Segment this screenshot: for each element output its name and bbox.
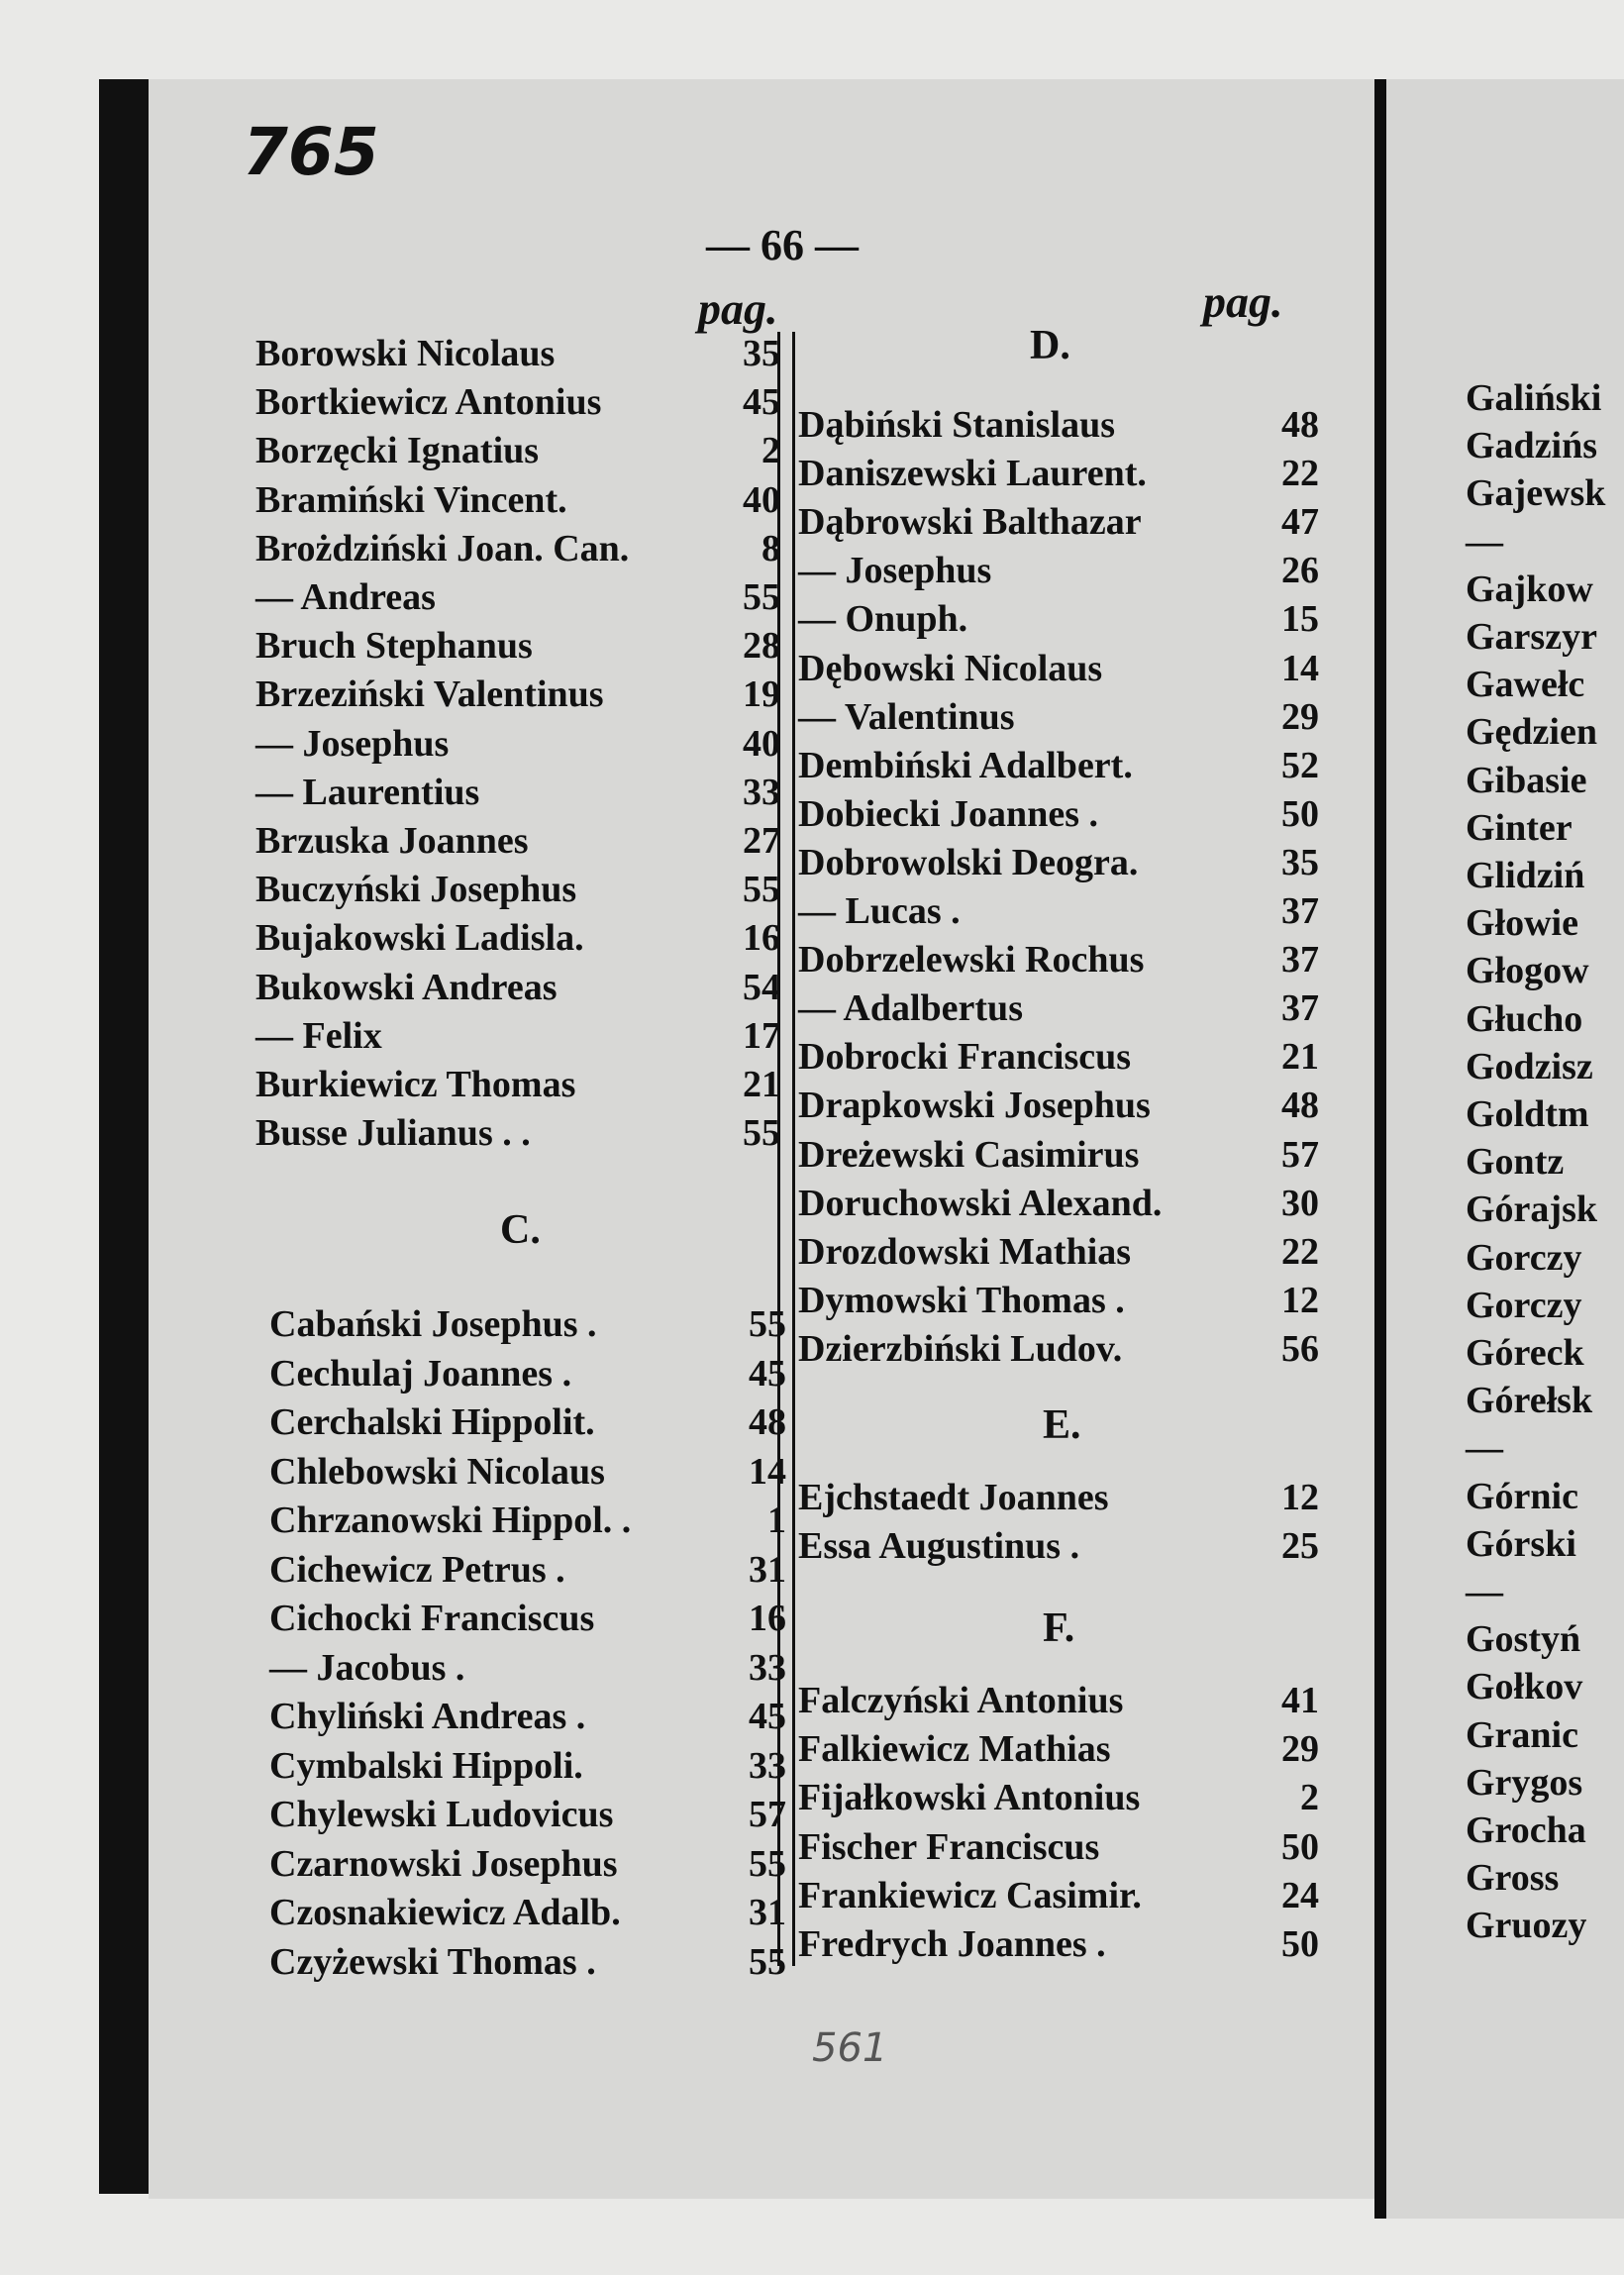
entry-name: Grocha <box>1466 1810 1586 1851</box>
entry-name: Ginter <box>1466 806 1573 849</box>
index-entry <box>798 1522 1319 1571</box>
entry-name: Górajsk <box>1466 1189 1597 1231</box>
entry-page: 56 <box>1281 1327 1319 1370</box>
index-entry <box>798 1033 1319 1082</box>
entry-name: Gorczy <box>1466 1284 1582 1326</box>
entry-name: Czosnakiewicz Adalb. <box>269 1892 621 1933</box>
entry-name: — Josephus <box>255 722 450 765</box>
entry-name: Dobrowolski Deogra. <box>798 841 1139 883</box>
partial-entry <box>1466 899 1624 948</box>
index-entry <box>255 427 780 475</box>
entry-name: Głowie <box>1466 902 1578 945</box>
entry-name: Chyliński Andreas . <box>269 1696 586 1737</box>
entry-name: Chlebowski Nicolaus <box>269 1450 605 1493</box>
index-entry <box>269 1889 786 1937</box>
entry-name: Gibasie <box>1466 759 1587 801</box>
index-entry <box>798 498 1319 547</box>
index-entry <box>269 1742 786 1791</box>
entry-name: Cerchalski Hippolit. <box>269 1401 595 1443</box>
entry-name: Cymbalski Hippoli. <box>269 1744 583 1787</box>
section-heading-c: C. <box>500 1207 541 1253</box>
entry-name: Bujakowski Ladisla. <box>255 917 584 960</box>
partial-entry <box>1466 1759 1624 1808</box>
entry-page: 33 <box>743 771 780 813</box>
entry-page: 22 <box>1281 453 1319 495</box>
partial-entry <box>1466 661 1624 709</box>
entry-page: 40 <box>743 478 780 521</box>
entry-name: Grygos <box>1466 1761 1583 1804</box>
entry-name: Gołkov <box>1466 1666 1583 1708</box>
section-heading-f: F. <box>1043 1605 1075 1651</box>
entry-name: Bramiński Vincent. <box>255 478 567 521</box>
entry-page: 31 <box>749 1548 786 1591</box>
partial-entry <box>1466 374 1624 423</box>
index-entry <box>255 720 780 769</box>
entry-name: Głucho <box>1466 997 1583 1040</box>
index-entry <box>798 401 1319 450</box>
entry-name: Gajewsk <box>1466 472 1606 515</box>
entry-page: 2 <box>761 430 780 472</box>
entry-page: 14 <box>1281 647 1319 689</box>
entry-page: 37 <box>1281 939 1319 982</box>
partial-entry <box>1466 613 1624 662</box>
entry-page: 55 <box>749 1303 786 1345</box>
entry-page: 12 <box>1281 1279 1319 1321</box>
entry-page: 35 <box>743 333 780 374</box>
entry-name: Dzierzbiński Ludov. <box>798 1327 1123 1370</box>
partial-entry <box>1466 708 1624 757</box>
entry-name: Dymowski Thomas . <box>798 1279 1125 1321</box>
entry-page: 2 <box>1300 1777 1319 1819</box>
index-entry <box>255 525 780 573</box>
index-entry <box>269 1398 786 1447</box>
partial-entry <box>1466 1568 1624 1616</box>
entry-name: Bortkiewicz Antonius <box>255 381 602 424</box>
index-entry <box>798 1725 1319 1774</box>
partial-entry <box>1466 469 1624 518</box>
partial-entry <box>1466 1902 1624 1950</box>
index-entry <box>798 839 1319 887</box>
entry-page: 55 <box>749 1940 786 1983</box>
index-entry <box>269 1595 786 1643</box>
entry-name: Borowski Nicolaus <box>255 333 556 374</box>
entry-page: 19 <box>743 673 780 716</box>
entry-name: Dreżewski Casimirus <box>798 1133 1140 1176</box>
partial-entry <box>1466 1711 1624 1760</box>
index-entry <box>255 622 780 671</box>
index-entry <box>798 1774 1319 1822</box>
entry-page: 12 <box>1281 1477 1319 1518</box>
entry-name: Brzuska Joannes <box>255 820 529 862</box>
entry-page: 15 <box>1281 598 1319 641</box>
index-entry <box>269 1791 786 1839</box>
column-divider-left-inner <box>792 332 795 1966</box>
entry-name: Cichocki Franciscus <box>269 1598 595 1639</box>
entry-name: Chrzanowski Hippol. . <box>269 1499 632 1541</box>
index-entry <box>798 693 1319 742</box>
index-entry <box>798 936 1319 984</box>
index-entry <box>798 1325 1319 1374</box>
entry-page: 48 <box>749 1401 786 1443</box>
partial-entry <box>1466 1424 1624 1473</box>
entry-page: 17 <box>743 1014 780 1057</box>
index-entry <box>798 1677 1319 1725</box>
entry-name: Brzeziński Valentinus <box>255 673 604 716</box>
index-entry <box>269 1546 786 1595</box>
partial-entry <box>1466 852 1624 900</box>
partial-entry <box>1466 1186 1624 1234</box>
handwritten-folio-number: 765 <box>243 114 379 190</box>
entry-name: — Valentinus <box>798 695 1015 738</box>
entry-name: Bruch Stephanus <box>255 625 533 668</box>
index-entry <box>269 1840 786 1889</box>
entry-name: — <box>1466 1427 1503 1470</box>
entry-name: Górnic <box>1466 1475 1578 1517</box>
entry-name: Galiński <box>1466 377 1602 419</box>
entry-name: — Laurentius <box>255 771 480 813</box>
partial-entry <box>1466 1615 1624 1664</box>
index-entry <box>255 1012 780 1061</box>
entry-name: Cabański Josephus . <box>269 1303 597 1345</box>
index-entry <box>798 1474 1319 1522</box>
index-entry <box>255 378 780 427</box>
entry-name: Górski <box>1466 1522 1576 1565</box>
partial-entry <box>1466 1807 1624 1855</box>
entry-name: Glidziń <box>1466 855 1585 896</box>
entry-name: Dembiński Adalbert. <box>798 744 1133 786</box>
section-heading-d: D. <box>1030 323 1070 368</box>
entry-page: 40 <box>743 722 780 765</box>
entry-name: Falkiewicz Mathias <box>798 1728 1111 1771</box>
entry-page: 27 <box>743 820 780 862</box>
entry-name: Doruchowski Alexand. <box>798 1182 1163 1224</box>
entry-page: 33 <box>749 1744 786 1787</box>
entry-page: 47 <box>1281 501 1319 544</box>
index-entry <box>798 1823 1319 1872</box>
entry-page: 16 <box>749 1598 786 1639</box>
entry-name: Goldtm <box>1466 1093 1589 1135</box>
partial-entry <box>1466 995 1624 1044</box>
entry-page: 41 <box>1281 1680 1319 1721</box>
index-entry <box>798 1277 1319 1325</box>
partial-entry <box>1466 1234 1624 1283</box>
entry-page: 25 <box>1281 1525 1319 1567</box>
entry-name: Burkiewicz Thomas <box>255 1064 576 1105</box>
index-entry <box>269 1350 786 1398</box>
index-entry <box>269 1300 786 1349</box>
entry-name: Dąbiński Stanislaus <box>798 404 1115 446</box>
pag-label-right: pag. <box>1203 276 1283 327</box>
index-entry <box>269 1938 786 1987</box>
entry-page: 55 <box>743 1112 780 1155</box>
entry-name: Busse Julianus . . <box>255 1112 531 1155</box>
entry-name: Głogow <box>1466 950 1589 992</box>
entry-page: 16 <box>743 917 780 960</box>
partial-entry <box>1466 1090 1624 1139</box>
entry-name: Gontz <box>1466 1141 1565 1184</box>
entry-name: Dębowski Nicolaus <box>798 647 1103 689</box>
partial-entry <box>1466 1473 1624 1521</box>
section-heading-e: E. <box>1043 1402 1081 1448</box>
index-entry <box>798 547 1319 595</box>
entry-name: Buczyński Josephus <box>255 869 577 911</box>
entry-page: 8 <box>761 527 780 569</box>
entry-page: 21 <box>743 1064 780 1105</box>
index-entry <box>255 671 780 719</box>
entry-page: 52 <box>1281 744 1319 786</box>
entry-name: Dobrocki Franciscus <box>798 1036 1132 1079</box>
entry-name: — Onuph. <box>798 598 968 641</box>
index-entry <box>269 1644 786 1693</box>
entry-name: — Felix <box>255 1014 382 1057</box>
entry-page: 14 <box>749 1450 786 1493</box>
entry-page: 50 <box>1281 1923 1319 1965</box>
index-entry <box>255 476 780 525</box>
entry-page: 22 <box>1281 1230 1319 1273</box>
entry-name: Gajkow <box>1466 568 1593 610</box>
entry-page: 57 <box>1281 1133 1319 1176</box>
index-entry <box>269 1497 786 1545</box>
partial-entry <box>1466 1138 1624 1187</box>
index-entry <box>269 1693 786 1741</box>
entry-name: Frankiewicz Casimir. <box>798 1874 1142 1916</box>
index-entry <box>255 964 780 1012</box>
entry-page: 37 <box>1281 987 1319 1030</box>
page-gutter <box>1374 79 1386 2219</box>
entry-name: Gędzien <box>1466 711 1597 754</box>
entry-name: Góreck <box>1466 1332 1584 1374</box>
index-entry <box>798 1228 1319 1277</box>
partial-entry <box>1466 804 1624 853</box>
page-number: — 66 — <box>706 221 859 269</box>
entry-name: Drapkowski Josephus <box>798 1085 1151 1127</box>
entry-name: Brożdziński Joan. Can. <box>255 527 630 569</box>
entry-page: 50 <box>1281 792 1319 835</box>
entry-name: Gorczy <box>1466 1236 1582 1279</box>
entry-page: 55 <box>743 576 780 618</box>
entry-name: Fischer Franciscus <box>798 1825 1100 1868</box>
index-entry <box>798 1920 1319 1969</box>
entry-name: Fijałkowski Antonius <box>798 1777 1141 1819</box>
index-entry <box>269 1448 786 1497</box>
entry-name: Essa Augustinus . <box>798 1525 1080 1567</box>
entry-name: Gostyń <box>1466 1618 1581 1661</box>
entry-page: 26 <box>1281 550 1319 592</box>
entry-name: — Andreas <box>255 576 436 618</box>
index-entry <box>255 817 780 866</box>
index-entry <box>798 742 1319 790</box>
entry-name: Borzęcki Ignatius <box>255 430 540 472</box>
entry-name: Chylewski Ludovicus <box>269 1794 614 1835</box>
entry-name: Cechulaj Joannes . <box>269 1352 572 1395</box>
entry-name: Ejchstaedt Joannes <box>798 1477 1109 1518</box>
handwritten-bottom-note: 561 <box>812 2025 888 2071</box>
partial-entry <box>1466 1043 1624 1091</box>
entry-page: 55 <box>749 1842 786 1885</box>
entry-name: Gross <box>1466 1857 1560 1900</box>
entry-page: 35 <box>1281 841 1319 883</box>
entry-page: 28 <box>743 625 780 668</box>
index-entry <box>255 330 780 378</box>
entry-page: 55 <box>743 869 780 911</box>
partial-entry <box>1466 1329 1624 1378</box>
index-entry <box>255 866 780 914</box>
index-entry <box>798 1082 1319 1130</box>
entry-page: 45 <box>749 1352 786 1395</box>
entry-name: — <box>1466 1571 1503 1612</box>
index-entry <box>255 914 780 963</box>
index-entry <box>798 1131 1319 1180</box>
entry-name: Drozdowski Mathias <box>798 1230 1132 1273</box>
entry-name: Garszyr <box>1466 616 1597 658</box>
index-entry <box>255 1109 780 1158</box>
entry-page: 48 <box>1281 1085 1319 1127</box>
partial-entry <box>1466 757 1624 805</box>
entry-page: 33 <box>749 1646 786 1689</box>
index-entry <box>798 887 1319 936</box>
entry-name: Górełsk <box>1466 1380 1593 1422</box>
index-entry <box>798 984 1319 1033</box>
entry-name: — Josephus <box>798 550 992 592</box>
entry-name: — Adalbertus <box>798 987 1023 1030</box>
partial-entry <box>1466 947 1624 995</box>
entry-name: Godzisz <box>1466 1045 1593 1087</box>
partial-entry <box>1466 1663 1624 1711</box>
entry-name: — Jacobus . <box>269 1646 465 1689</box>
index-entry <box>255 769 780 817</box>
entry-page: 1 <box>767 1499 786 1541</box>
entry-name: Granic <box>1466 1713 1578 1756</box>
entry-page: 45 <box>743 381 780 424</box>
partial-entry <box>1466 518 1624 567</box>
index-entry <box>798 1872 1319 1920</box>
entry-name: Dobrzelewski Rochus <box>798 939 1145 982</box>
entry-name: Cichewicz Petrus . <box>269 1548 565 1591</box>
entry-name: Dobiecki Joannes . <box>798 792 1098 835</box>
entry-name: Bukowski Andreas <box>255 966 558 1008</box>
entry-page: 30 <box>1281 1182 1319 1224</box>
entry-name: Gawełc <box>1466 664 1585 706</box>
entry-page: 45 <box>749 1696 786 1737</box>
entry-name: Daniszewski Laurent. <box>798 453 1147 495</box>
entry-name: Czarnowski Josephus <box>269 1842 618 1885</box>
index-entry <box>798 450 1319 498</box>
partial-entry <box>1466 1854 1624 1903</box>
index-entry <box>798 1180 1319 1228</box>
index-entry <box>255 1061 780 1109</box>
entry-page: 31 <box>749 1892 786 1933</box>
pag-label-left: pag. <box>698 283 778 334</box>
index-entry <box>798 645 1319 693</box>
index-entry <box>255 573 780 622</box>
partial-entry <box>1466 422 1624 470</box>
entry-name: Gadzińs <box>1466 425 1598 467</box>
entry-page: 24 <box>1281 1874 1319 1916</box>
index-entry <box>798 595 1319 644</box>
entry-name: Fredrych Joannes . <box>798 1923 1106 1965</box>
entry-name: Czyżewski Thomas . <box>269 1940 596 1983</box>
partial-entry <box>1466 1377 1624 1425</box>
entry-name: Dąbrowski Balthazar <box>798 501 1142 544</box>
entry-page: 54 <box>743 966 780 1008</box>
book-binding <box>99 79 149 2194</box>
entry-page: 57 <box>749 1794 786 1835</box>
entry-name: Gruozy <box>1466 1905 1587 1947</box>
entry-name: Falczyński Antonius <box>798 1680 1124 1721</box>
entry-name: — Lucas . <box>798 890 961 932</box>
entry-page: 29 <box>1281 695 1319 738</box>
entry-name: — <box>1466 520 1503 563</box>
partial-entry <box>1466 1520 1624 1569</box>
entry-page: 37 <box>1281 890 1319 932</box>
partial-entry <box>1466 566 1624 614</box>
entry-page: 48 <box>1281 404 1319 446</box>
entry-page: 21 <box>1281 1036 1319 1079</box>
entry-page: 50 <box>1281 1825 1319 1868</box>
index-entry <box>798 790 1319 839</box>
entry-page: 29 <box>1281 1728 1319 1771</box>
partial-entry <box>1466 1282 1624 1330</box>
